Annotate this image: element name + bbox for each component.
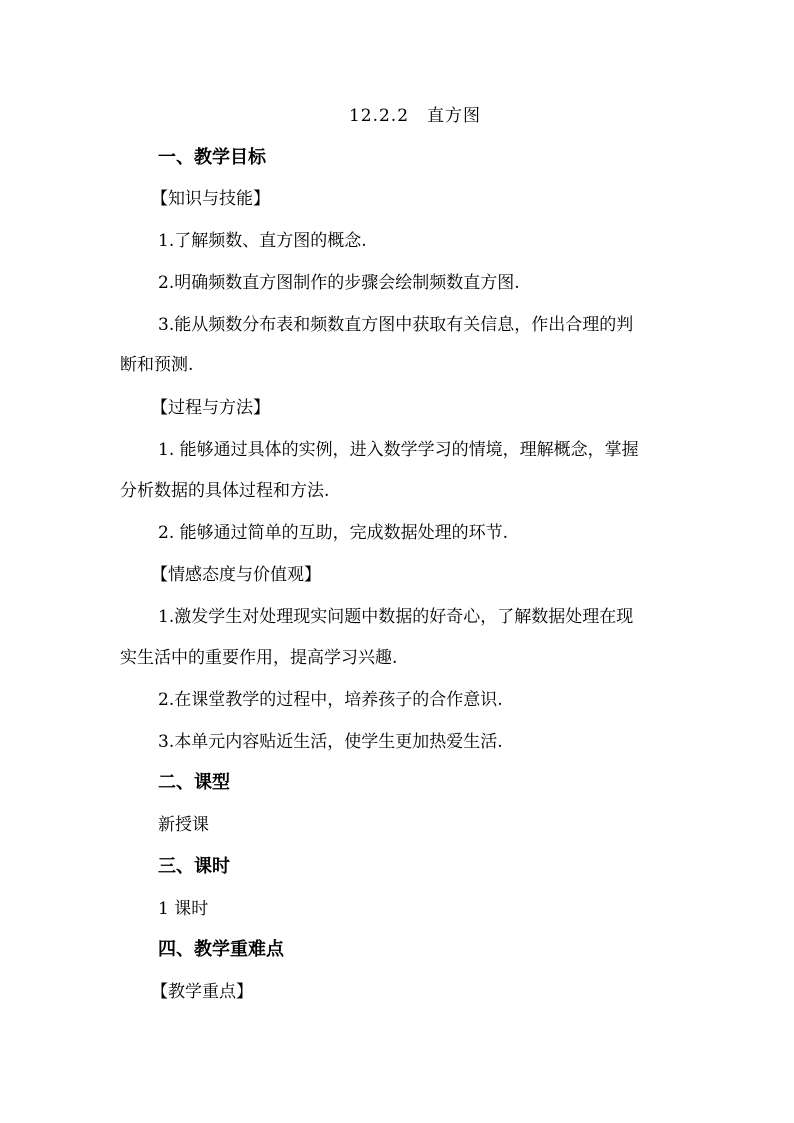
section-heading-teaching-objectives: 一、教学目标 xyxy=(158,147,266,168)
paragraph-line: 3.能从频数分布表和频数直方图中获取有关信息，作出合理的判 xyxy=(158,315,634,335)
lesson-type-text: 新授课 xyxy=(158,815,209,835)
paragraph-line: 2.在课堂教学的过程中，培养孩子的合作意识. xyxy=(158,690,503,710)
subheading-emotion-values: 【情感态度与价值观】 xyxy=(151,565,321,585)
section-heading-lesson-type: 二、课型 xyxy=(158,772,230,793)
paragraph-line: 1.了解频数、直方图的概念. xyxy=(158,231,367,251)
subheading-teaching-focus: 【教学重点】 xyxy=(151,982,253,1002)
document-title: 12.2.2 直方图 xyxy=(348,106,482,126)
section-heading-class-hours: 三、课时 xyxy=(158,856,230,877)
class-hours-text: 1 课时 xyxy=(158,899,209,919)
paragraph-line: 2. 能够通过简单的互助，完成数据处理的环节. xyxy=(158,523,509,543)
paragraph-line: 1.激发学生对处理现实问题中数据的好奇心，了解数据处理在现 xyxy=(158,607,634,627)
section-heading-key-difficult-points: 四、教学重难点 xyxy=(158,939,284,960)
paragraph-line: 断和预测. xyxy=(120,355,194,375)
subheading-knowledge-skills: 【知识与技能】 xyxy=(151,189,270,209)
paragraph-line: 2.明确频数直方图制作的步骤会绘制频数直方图. xyxy=(158,273,520,293)
paragraph-line: 3.本单元内容贴近生活，使学生更加热爱生活. xyxy=(158,732,503,752)
subheading-process-methods: 【过程与方法】 xyxy=(151,398,270,418)
paragraph-line: 1. 能够通过具体的实例，进入数学学习的情境，理解概念，掌握 xyxy=(158,440,639,460)
paragraph-line: 实生活中的重要作用，提高学习兴趣. xyxy=(120,648,398,668)
paragraph-line: 分析数据的具体过程和方法. xyxy=(120,481,330,501)
